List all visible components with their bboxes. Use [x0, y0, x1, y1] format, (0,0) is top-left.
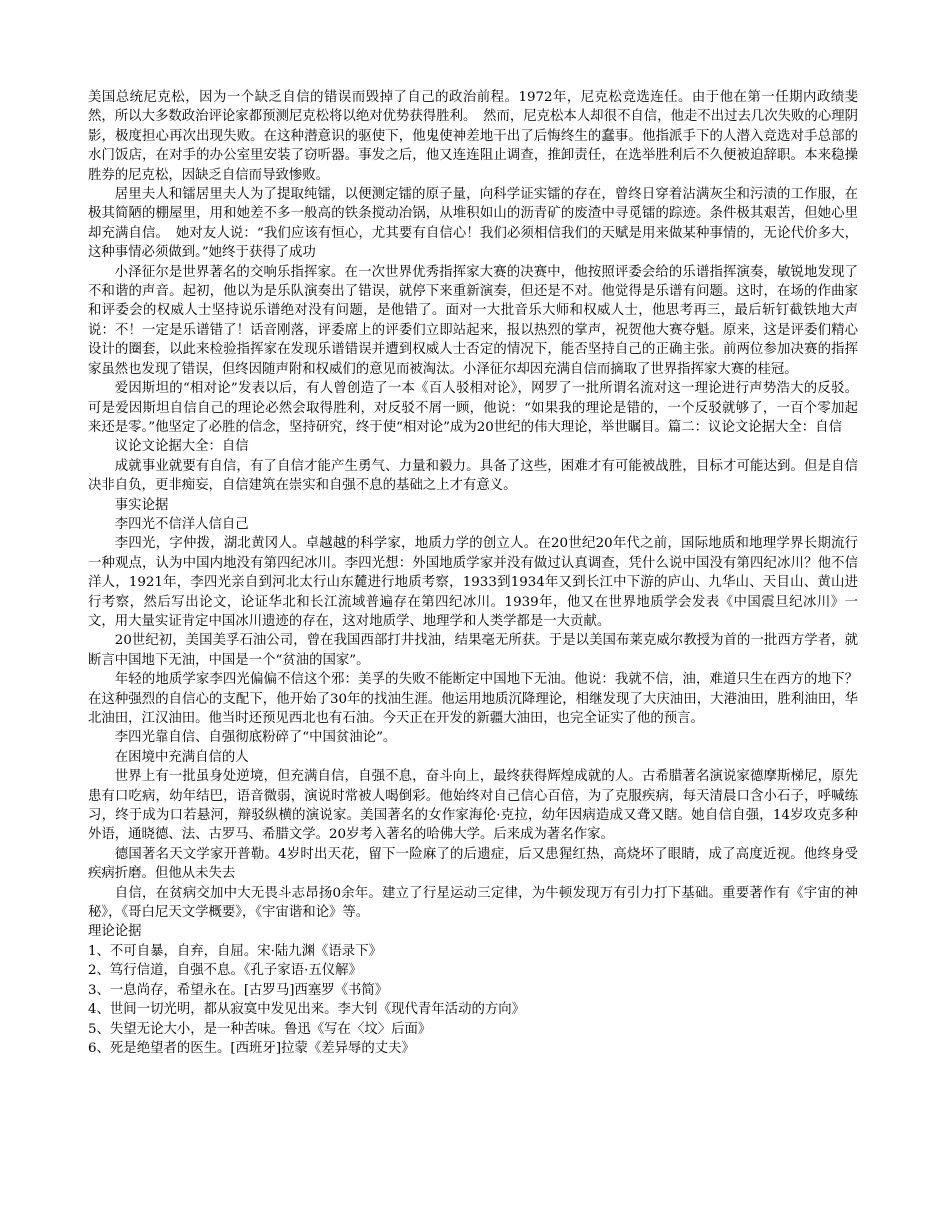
paragraph-einstein: 爱因斯坦的“相对论”发表以后，有人曾创造了一本《百人驳相对论》，网罗了一批所谓名流对这一理论进行声势浩大的反驳。可是爱因斯坦自信自己的理论必然会取得胜利，对反驳不屑一顾，他说：“如果我的理论是错的，一个反驳就够了，一百个零加起来还是零。”他坚定了必胜的信念，坚持研究，终于使“相对论”成为20世纪的伟大理论，举世瞩目。篇二：议论文论据大全：自信	[88, 381, 858, 435]
paragraph-curie: 居里夫人和镭居里夫人为了提取纯镭，以便测定镭的原子量，向科学证实镭的存在，曾终日穿着沾满灰尘和污渍的工作服，在极其简陋的棚屋里，用和她差不多一般高的铁条搅动冶锅，从堆积如山的沥青矿的废渣中寻觅镭的踪迹。条件极其艰苦，但她心里却充满自信。 她对友人说：“我们应该有恒心，尤其要有自信心！我们必须相信我们的天赋是用来做某种事情的，无论代价多大，这种事情必须做到。”她终于获得了成功	[88, 187, 858, 261]
heading-theory-arguments: 理论论据	[88, 924, 142, 940]
list-item: 5、失望无论大小，是一种苦味。鲁迅《写在〈坟〉后面》	[88, 1021, 432, 1037]
heading-adversity: 在困境中充满自信的人	[114, 749, 249, 765]
list-item: 4、世间一切光明，都从寂寞中发见出来。李大钊《现代青年活动的方向》	[88, 1002, 526, 1018]
document-page	[88, 88, 858, 1058]
paragraph-ozawa: 小泽征尔是世界著名的交响乐指挥家。在一次世界优秀指挥家大赛的决赛中，他按照评委会给的乐谱指挥演奏，敏锐地发现了不和谐的声音。起初，他以为是乐队演奏出了错误，就停下来重新演奏，但还是不对。他觉得是乐谱有问题。这时，在场的作曲家和评委会的权威人士坚持说乐谱绝对没有问题，是他错了。面对一大批音乐大师和权威人士，他思考再三，最后斩钉截铁地大声说：不！一定是乐谱错了！话音刚落，评委席上的评委们立即站起来，报以热烈的掌声，祝贺他大赛夺魁。原来，这是评委们精心设计的圈套，以此来检验指挥家在发现乐谱错误并遭到权威人士否定的情况下，能否坚持自己的正确主张。前两位参加决赛的指挥家虽然也发现了错误，但终因随声附和权威们的意见而被淘汰。小泽征尔却因充满自信而摘取了世界指挥家大赛的桂冠。	[88, 264, 858, 377]
paragraph-kepler-1: 德国著名天文学家开普勒。4岁时出天花，留下一险麻了的后遗症，后又患猩红热，高烧坏了眼睛，成了高度近视。他终身受疾病折磨。但他从未失去	[88, 846, 858, 882]
paragraph-li-siguang-1: 李四光，字仲拨，湖北黄冈人。卓越越的科学家，地质力学的创立人。在20世纪20年代之前，国际地质和地理学界长期流行一种观点，认为中国内地没有第四纪冰川。李四光想：外国地质学家并没有做过认真调查，凭什么说中国没有第四纪冰川？他不信洋人，1921年，李四光亲自到河北太行山东麓进行地质考察，1933到1934年又到长江中下游的庐山、九华山、天目山、黄山进行考察，然后写出论文，论证华北和长江流域普遍存在第四纪冰川。1939年，他又在世界地质学会发表《中国震旦纪冰川》一文，用大量实证肯定中国冰川遗迹的存在，这对地质学、地理学和人类学都是一大贡献。	[88, 536, 858, 629]
heading-fact-arguments: 事实论据	[114, 497, 169, 513]
section-title: 议论文论据大全：自信	[114, 439, 249, 455]
paragraph-li-siguang-2: 20世纪初，美国美孚石油公司，曾在我国西部打井找油，结果毫无所获。于是以美国布莱克威尔教授为首的一批西方学者，就断言中国地下无油，中国是一个“贫油的国家”。	[88, 633, 858, 668]
heading-li-siguang: 李四光不信洋人信自己	[114, 516, 249, 532]
list-item: 6、死是绝望者的医生。[西班牙]拉蒙《差异辱的丈夫》	[88, 1040, 415, 1056]
paragraph-li-siguang-3: 年轻的地质学家李四光偏偏不信这个邪：美孚的失败不能断定中国地下无油。他说：我就不信，油，难道只生在西方的地下？在这种强烈的自信心的支配下，他开始了30年的找油生涯。他运用地质沉降理论，相继发现了大庆油田，大港油田，胜利油田，华北油田，江汉油田。他当时还预见西北也有石油。今天正在开发的新疆大油田，也完全证实了他的预言。	[88, 672, 858, 726]
paragraph-kepler-2: 自信，在贫病交加中大无畏斗志昂扬0余年。建立了行星运动三定律，为牛顿发现万有引力打下基础。重要著作有《宇宙的神秘》，《哥白尼天文学概要》，《宇宙谐和论》等。	[88, 885, 858, 921]
list-item: 1、不可自暴，自弃，自屈。宋·陆九渊《语录下》	[88, 943, 382, 959]
list-item: 2、笃行信道，自强不息。《孔子家语·五仪解》	[88, 963, 362, 979]
list-item: 3、一息尚存，希望永在。[古罗马]西塞罗《书简》	[88, 982, 389, 998]
paragraph-li-siguang-4: 李四光靠自信、自强彻底粉碎了“中国贫油论”。	[114, 730, 397, 746]
paragraph-intro: 成就事业就要有自信，有了自信才能产生勇气、力量和毅力。具备了这些，困难才有可能被战胜，目标才可能达到。但是自信决非自负，更非痴妄，自信建筑在崇实和自强不息的基础之上才有意义。	[88, 458, 858, 494]
paragraph-adversity: 世界上有一批虽身处逆境，但充满自信，自强不息，奋斗向上，最终获得辉煌成就的人。古希腊著名演说家德摩斯梯尼，原先患有口吃病，幼年结巴，语音微弱，演说时常被人喝倒彩。他始终对自己信心百倍，为了克服疾病，每天清晨口含小石子，呼喊练习，终于成为口若悬河，辩驳纵横的演说家。美国著名的女作家海伦·克拉，幼年因病造成又聋又瞎。她自信自强，14岁攻克多种外语，通晓德、法、古罗马、希腊文学。20岁考入著名的哈佛大学。后来成为著名作家。	[88, 769, 858, 843]
paragraph-nixon: 美国总统尼克松，因为一个缺乏自信的错误而毁掉了自己的政治前程。1972年，尼克松竞选连任。由于他在第一任期内政绩斐然，所以大多数政治评论家都预测尼克松将以绝对优势获得胜利。 然而，尼克松本人却很不自信，他走不出过去几次失败的心理阴影，极度担心再次出现失败。在这种潜意识的驱使下，他鬼使神差地干出了后悔终生的蠢事。他指派手下的人潜入竞选对手总部的水门饭店，在对手的办公室里安装了窃听器。事发之后，他又连连阻止调查，推卸责任，在选举胜利后不久便被迫辞职。本来稳操胜券的尼克松，因缺乏自信而导致惨败。	[88, 90, 858, 183]
